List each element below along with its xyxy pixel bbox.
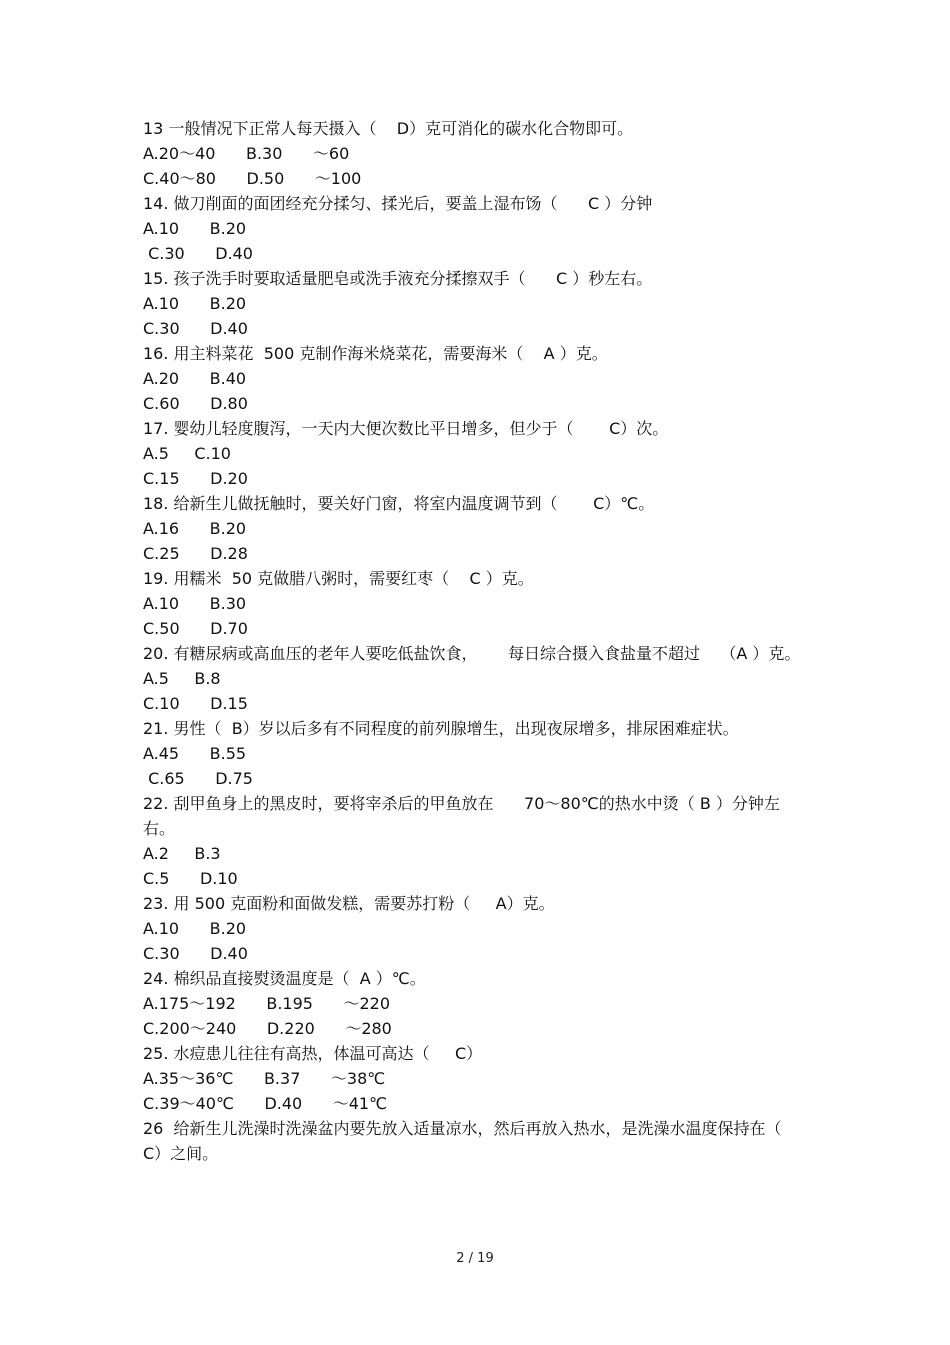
question-text: 13 一般情况下正常人每天摄入（ D）克可消化的碳水化合物即可。 [143,119,634,138]
question-text: 26 给新生儿洗澡时洗澡盆内要先放入适量凉水，然后再放入热水，是洗澡水温度保持在（ C）之间。 [143,1119,792,1163]
option-line: C.60 D.80 [143,394,248,413]
option-line: A.2 B.3 [143,844,221,863]
question-text: 21. 男性（ B）岁以后多有不同程度的前列腺增生，出现夜尿增多，排尿困难症状。 [143,719,739,738]
option-line: A.16 B.20 [143,519,247,538]
question-item [143,191,813,266]
question-text: 24. 棉织品直接熨烫温度是（ A ）℃。 [143,969,426,988]
option-line: C.5 D.10 [143,869,238,888]
question-list [143,116,813,1166]
question-item [143,341,813,416]
option-line: A.5 C.10 [143,444,231,463]
option-line: C.65 D.75 [143,769,253,788]
question-item [143,491,813,566]
option-line: C.25 D.28 [143,544,248,563]
option-line: C.30 D.40 [143,319,248,338]
option-line: A.45 B.55 [143,744,247,763]
page-number: 2 / 19 [456,1251,494,1266]
question-text: 23. 用 500 克面粉和面做发糕，需要苏打粉（ A）克。 [143,894,555,913]
option-line: A.10 B.20 [143,219,247,238]
question-item [143,416,813,491]
option-line: C.39～40℃ D.40 ～41℃ [143,1094,388,1113]
question-item [143,791,813,891]
question-item [143,966,813,1041]
question-text: 20. 有糖尿病或高血压的老年人要吃低盐饮食， 每日综合摄入食盐量不超过 （A ）克。 [143,644,801,663]
question-text: 15. 孩子洗手时要取适量肥皂或洗手液充分揉擦双手（ C ）秒左右。 [143,269,653,288]
option-line: A.20 B.40 [143,369,247,388]
question-item [143,641,813,716]
option-line: A.10 B.30 [143,594,247,613]
question-text: 19. 用糯米 50 克做腊八粥时，需要红枣（ C ）克。 [143,569,534,588]
question-text: 25. 水痘患儿往往有高热，体温可高达（ C） [143,1044,483,1063]
option-line: C.30 D.40 [143,944,248,963]
question-item [143,716,813,791]
question-text: 22. 刮甲鱼身上的黑皮时，要将宰杀后的甲鱼放在 70～80℃的热水中烫（ B ）分钟左右。 [143,794,780,838]
question-item [143,266,813,341]
option-line: A.35～36℃ B.37 ～38℃ [143,1069,386,1088]
question-text: 18. 给新生儿做抚触时，要关好门窗，将室内温度调节到（ C）℃。 [143,494,655,513]
option-line: C.15 D.20 [143,469,248,488]
option-line: C.40～80 D.50 ～100 [143,169,362,188]
option-line: C.10 D.15 [143,694,248,713]
question-item [143,891,813,966]
question-item [143,116,813,191]
option-line: A.175～192 B.195 ～220 [143,994,391,1013]
option-line: C.30 D.40 [143,244,253,263]
option-line: C.50 D.70 [143,619,248,638]
question-text: 17. 婴幼儿轻度腹泻，一天内大便次数比平日增多，但少于（ C）次。 [143,419,669,438]
question-text: 14. 做刀削面的面团经充分揉匀、揉光后，要盖上湿布饧（ C ）分钟 [143,194,653,213]
option-line: A.20～40 B.30 ～60 [143,144,350,163]
option-line: A.5 B.8 [143,669,221,688]
question-text: 16. 用主料菜花 500 克制作海米烧菜花，需要海米（ A ）克。 [143,344,608,363]
question-item [143,1041,813,1116]
option-line: A.10 B.20 [143,294,247,313]
question-item [143,1116,813,1166]
option-line: A.10 B.20 [143,919,247,938]
question-item [143,566,813,641]
option-line: C.200～240 D.220 ～280 [143,1019,392,1038]
